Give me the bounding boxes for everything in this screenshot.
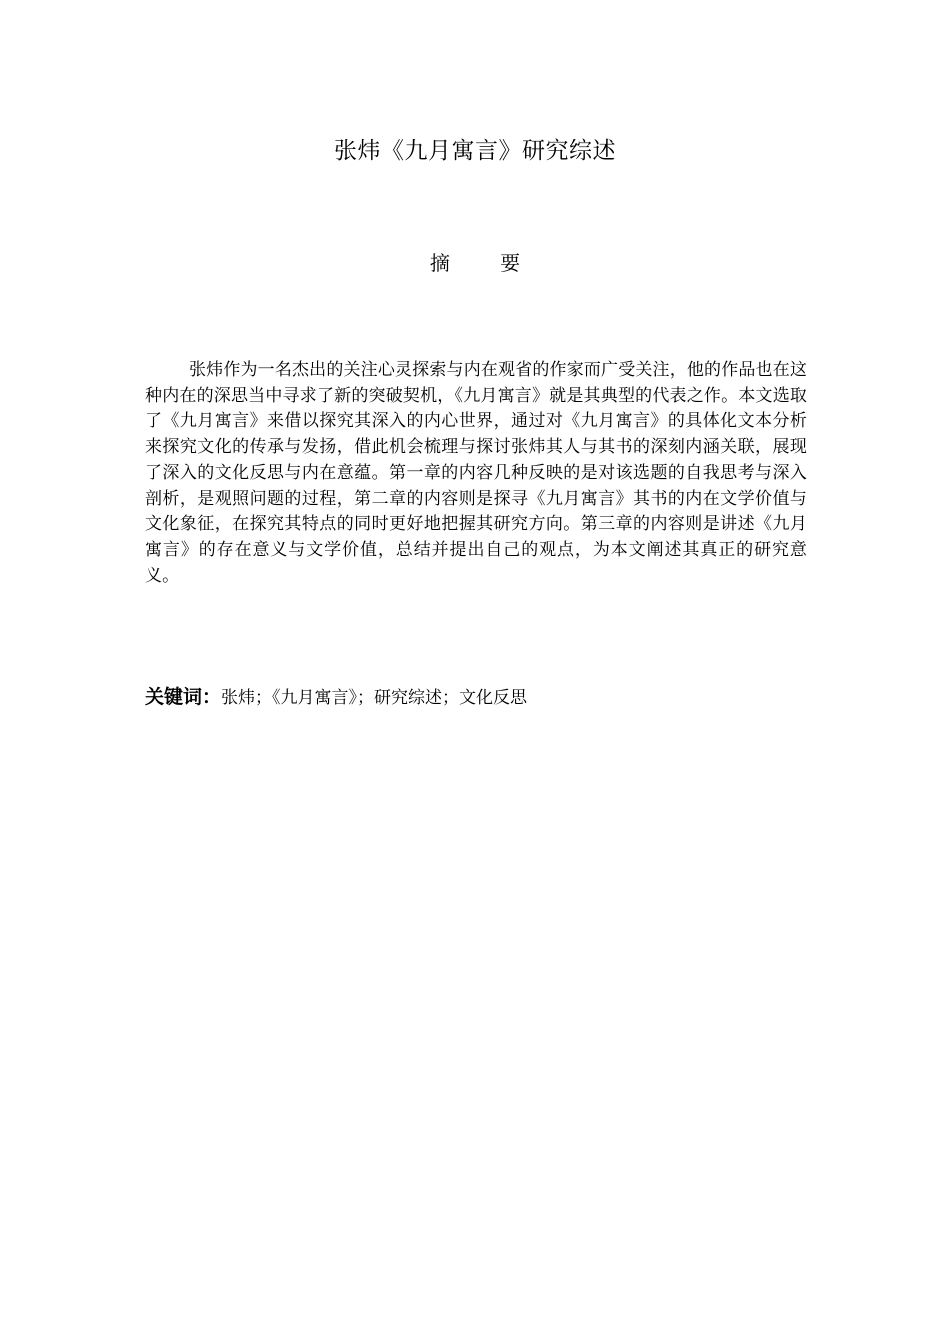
abstract-heading: 摘 要 bbox=[429, 251, 543, 275]
document-title: 张炜《九月寓言》研究综述 bbox=[334, 138, 616, 164]
keywords-values: 张炜；《九月寓言》；研究综述；文化反思 bbox=[221, 688, 528, 708]
keywords-line bbox=[145, 683, 807, 712]
keywords-label: 关键词： bbox=[145, 686, 222, 708]
abstract-paragraph: 张炜作为一名杰出的关注心灵探索与内在观省的作家而广受关注，他的作品也在这种内在的深思当中寻求了新的突破契机，《九月寓言》就是其典型的代表之作。本文选取了《九月寓言》来借以探究其深入的内心世界，通过对《九月寓言》的具体化文本分析来探究文化的传承与发扬，借此机会梳理与探讨张炜其人与其书的深刻内涵关联，展现了深入的文化反思与内在意蕴。第一章的内容几种反映的是对该选题的自我思考与深入剖析，是观照问题的过程，第二章的内容则是探寻《九月寓言》其书的内在文学价值与文化象征，在探究其特点的同时更好地把握其研究方向。第三章的内容则是讲述《九月寓言》的存在意义与文学价值，总结并提出自己的观点，为本文阐述其真正的研究意义。 bbox=[145, 360, 807, 586]
